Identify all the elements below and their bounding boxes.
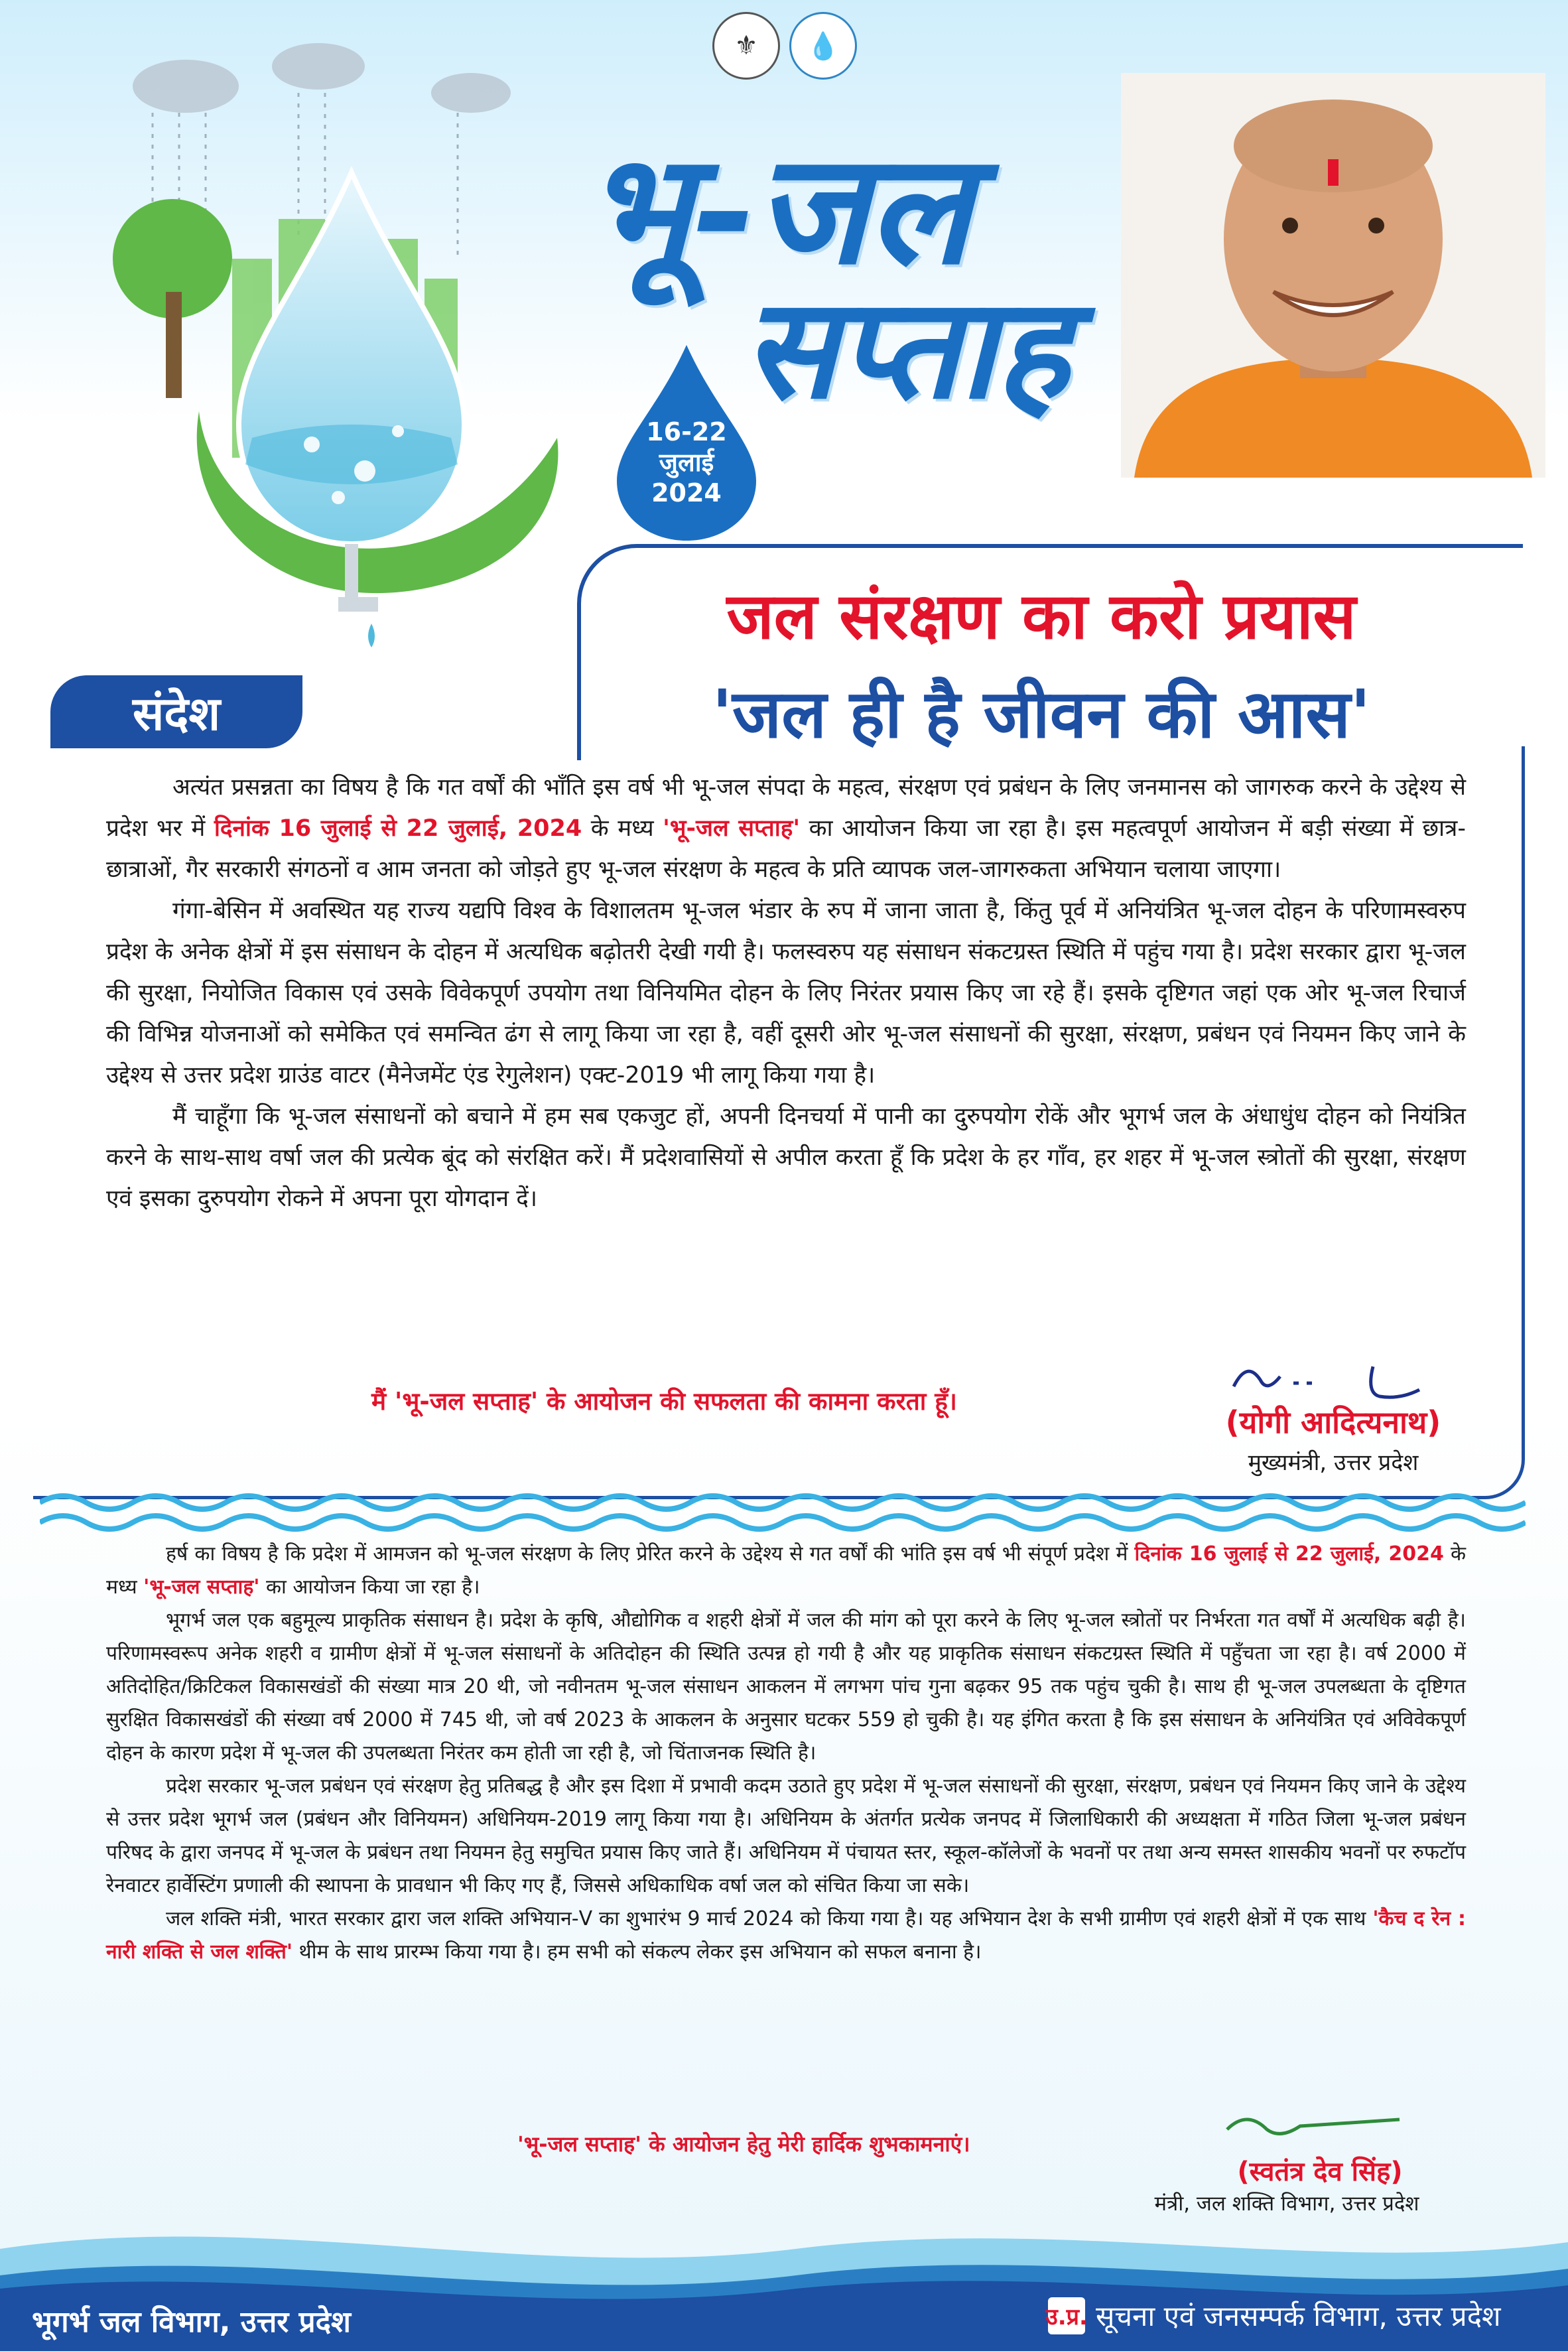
title-saptah: सप्ताह: [743, 266, 1070, 430]
cm-designation: मुख्यमंत्री, उत्तर प्रदेश: [1248, 1449, 1419, 1476]
minister-wish: 'भू-जल सप्ताह' के आयोजन हेतु मेरी हार्दिक शुभकामनाएं।: [517, 2131, 970, 2157]
date-drop-badge: [610, 345, 763, 544]
minister-message-p4: जल शक्ति मंत्री, भारत सरकार द्वारा जल शक्ति अभियान-V का शुभारंभ 9 मार्च 2024 को किया गया है। यह अभियान देश के सभी ग्रामीण एवं शहरी क्षेत्रों में एक साथ 'कैच द रेन : नारी शक्ति से जल शक्ति' थीम के साथ प्रारम्भ किया गया है। हम सभी को संकल्प लेकर इस अभियान को सफल बनाना है।: [106, 1907, 1466, 1964]
minister-message-p2: भूगर्भ जल एक बहुमूल्य प्राकृतिक संसाधन है। प्रदेश के कृषि, औद्योगिक व शहरी क्षेत्रों में जल की मांग को पूरा करने के लिए भू-जल स्त्रोतों पर निर्भरता गत वर्षों में अत्यधिक बढ़ी है। परिणामस्वरूप अनेक शहरी व ग्रामीण क्षेत्रों में भू-जल संसाधनों के अतिदोहन की स्थिति उत्पन्न हो गयी है और यह प्राकृतिक संसाधन संकटग्रस्त स्थिति में पहुँचता जा रहा है। वर्ष 2000 में अतिदोहित/क्रिटिकल विकासखंडों की संख्या मात्र 20 थी, जो नवीनतम भू-जल संसाधन आकलन में लगभग पांच गुना बढ़कर 95 तक पहुंच चुकी है। साथ ही भू-जल उपलब्धता के दृष्टिगत सुरक्षित विकासखंडों की संख्या वर्ष 2000 में 745 थी, जो वर्ष 2023 के आकलन के अनुसार घटकर 559 हो चुकी है। यह इंगित करता है कि इस संसाधन के अनियंत्रित एवं अविवेकपूर्ण दोहन के कारण प्रदेश में भू-जल की उपलब्धता निरंतर कम होती जा रही है, जो चिंताजनक स्थिति है।: [106, 1609, 1466, 1765]
date-days: 16-22: [646, 417, 727, 446]
event-name: 'भू-जल सप्ताह': [663, 815, 801, 842]
minister-name: (स्वतंत्र देव सिंह): [1237, 2157, 1403, 2187]
date-month: जुलाई: [659, 448, 714, 477]
minister-message: [106, 1538, 1466, 1969]
footer-info-dept-label: सूचना एवं जनसम्पर्क विभाग, उत्तर प्रदेश: [1096, 2300, 1501, 2332]
footer-info-dept: [1045, 2297, 1501, 2334]
event-dates-2: दिनांक 16 जुलाई से 22 जुलाई, 2024: [1134, 1542, 1444, 1566]
info-dept-logo-icon: उ.प्र.: [1048, 2297, 1085, 2334]
cm-name: (योगी आदित्यनाथ): [1225, 1404, 1441, 1440]
cm-message: [106, 767, 1466, 1219]
message-tab: संदेश: [50, 675, 302, 748]
slogan-line1: जल संरक्षण का करो प्रयास: [726, 579, 1356, 653]
campaign-theme: 'कैच द रेन : नारी शक्ति से जल शक्ति': [106, 1907, 1466, 1964]
minister-designation: मंत्री, जल शक्ति विभाग, उत्तर प्रदेश: [1154, 2192, 1419, 2216]
cm-signature: [1220, 1353, 1433, 1406]
cm-message-p2: गंगा-बेसिन में अवस्थित यह राज्य यद्यपि विश्व के विशालतम भू-जल भंडार के रुप में जाना जाता है, किंतु पूर्व में अनियंत्रित भू-जल दोहन के परिणामस्वरुप प्रदेश के अनेक क्षेत्रों में इस संसाधन के दोहन में अत्यधिक बढ़ोतरी देखी गयी है। फलस्वरुप यह संसाधन संकटग्रस्त स्थिति में पहुंच गया है। प्रदेश सरकार द्वारा भू-जल की सुरक्षा, नियोजित विकास एवं उसके विवेकपूर्ण उपयोग तथा विनियमित दोहन के लिए निरंतर प्रयास किए जा रहे हैं। इसके दृष्टिगत जहां एक ओर भू-जल रिचार्ज की विभिन्न योजनाओं को समेकित एवं समन्वित ढंग से लागू किया जा रहा है, वहीं दूसरी ओर भू-जल संसाधनों की सुरक्षा, संरक्षण, प्रबंधन एवं नियमन किए जाने के उद्देश्य से उत्तर प्रदेश ग्राउंड वाटर (मैनेजमेंट एंड रेगुलेशन) एक्ट-2019 भी लागू किया गया है।: [106, 898, 1466, 1089]
footer-department: भूगर्भ जल विभाग, उत्तर प्रदेश: [32, 2305, 351, 2339]
cm-wish: मैं 'भू-जल सप्ताह' के आयोजन की सफलता की कामना करता हूँ।: [371, 1387, 957, 1416]
date-year: 2024: [651, 478, 722, 507]
header-logos: [702, 9, 868, 82]
minister-signature: [1214, 2103, 1426, 2143]
water-drop-illustration: [99, 40, 617, 663]
cm-message-p1: अत्यंत प्रसन्नता का विषय है कि गत वर्षों की भाँति इस वर्ष भी भू-जल संपदा के महत्व, संरक्षण एवं प्रबंधन के लिए जनमानस को जागरुक करने के उद्देश्य से प्रदेश भर में दिनांक 16 जुलाई से 22 जुलाई, 2024 के मध्य 'भू-जल सप्ताह' का आयोजन किया जा रहा है। इस महत्वपूर्ण आयोजन में बड़ी संख्या में छात्र-छात्राओं, गैर सरकारी संगठनों व आम जनता को जोड़ते हुए भू-जल संरक्षण के महत्व के प्रति व्यापक जल-जागरुकता अभियान चलाया जाएगा।: [106, 774, 1467, 883]
event-name-2: 'भू-जल सप्ताह': [143, 1576, 260, 1599]
cm-message-p3: मैं चाहूँगा कि भू-जल संसाधनों को बचाने में हम सब एकजुट हों, अपनी दिनचर्या में पानी का दुरुपयोग रोकें और भूगर्भ जल के अंधाधुंध दोहन को नियंत्रित करने के साथ-साथ वर्षा जल की प्रत्येक बूंद को संरक्षित करें। मैं प्रदेशवासियों से अपील करता हूँ कि प्रदेश के हर गाँव, हर शहर में भू-जल स्त्रोतों की सुरक्षा, संरक्षण एवं इसका दुरुपयोग रोकने में अपना पूरा योगदान दें।: [106, 1103, 1466, 1212]
minister-message-p1: हर्ष का विषय है कि प्रदेश में आमजन को भू-जल संरक्षण के लिए प्रेरित करने के उद्देश्य से गत वर्षों की भांति इस वर्ष भी संपूर्ण प्रदेश में दिनांक 16 जुलाई से 22 जुलाई, 2024 के मध्य 'भू-जल सप्ताह' का आयोजन किया जा रहा है।: [106, 1542, 1467, 1599]
title-bhujal: भू-जल: [584, 119, 971, 299]
wave-divider: [40, 1486, 1526, 1539]
event-dates: दिनांक 16 जुलाई से 22 जुलाई, 2024: [214, 815, 582, 842]
slogan-line2: 'जल ही है जीवन की आस': [712, 675, 1371, 753]
chief-minister-portrait: [1121, 73, 1545, 478]
minister-message-p3: प्रदेश सरकार भू-जल प्रबंधन एवं संरक्षण हेतु प्रतिबद्ध है और इस दिशा में प्रभावी कदम उठाते हुए प्रदेश में भू-जल संसाधनों की सुरक्षा, संरक्षण, प्रबंधन एवं नियमन किए जाने के उद्देश्य से उत्तर प्रदेश भूगर्भ जल (प्रबंधन और विनियमन) अधिनियम-2019 लागू किया गया है। अधिनियम के अंतर्गत प्रत्येक जनपद में जिलाधिकारी की अध्यक्षता में गठित जिला भू-जल प्रबंधन परिषद के द्वारा जनपद में भू-जल के प्रबंधन तथा नियमन हेतु समुचित प्रयास किए जाते हैं। अधिनियम में पंचायत स्तर, स्कूल-कॉलेजों के भवनों पर तथा अन्य समस्त शासकीय भवनों पर रुफटॉप रेनवाटर हार्वेस्टिंग प्रणाली की स्थापना के प्रावधान भी किए गए हैं, जिससे अधिकाधिक वर्षा जल को संचित किया जा सके।: [106, 1775, 1466, 1897]
up-emblem-icon: ⚜: [712, 12, 780, 80]
groundwater-emblem-icon: 💧: [789, 12, 857, 80]
